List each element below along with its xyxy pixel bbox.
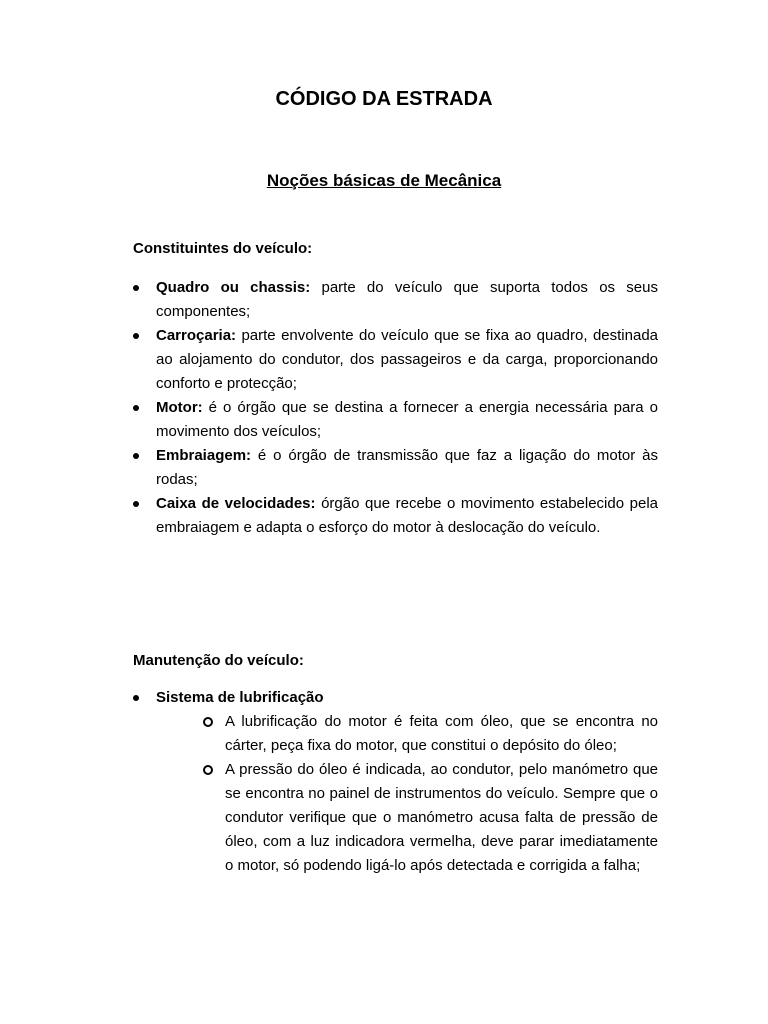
list-item-term: Caixa de velocidades: (156, 495, 316, 512)
vehicle-maintenance-list (133, 686, 658, 878)
list-item (133, 444, 658, 492)
sublist (156, 710, 658, 878)
list-item-text: órgão que recebe o movimento estabelecido pela embraiagem e adapta o esforço do motor à deslocação do veículo. (156, 495, 658, 536)
list-item-term: Embraiagem: (156, 447, 252, 464)
section-heading-vehicle-maintenance: Manutenção do veículo: (133, 652, 304, 669)
list-item-term: Carroçaria: (156, 327, 237, 344)
list-item (133, 324, 658, 396)
list-item (133, 276, 658, 324)
sublist-item: A pressão do óleo é indicada, ao condutor, pelo manómetro que se encontra no painel de instrumentos do veículo. Sempre que o condutor verifique que o manómetro acusa falta de pressão de óleo, com a luz indicadora vermelha, deve parar imediatamente o motor, só podendo ligá-lo após detectada e corrigida a falha; (203, 758, 658, 878)
list-item (133, 686, 658, 878)
list-item-text: é o órgão de transmissão que faz a ligação do motor às rodas; (156, 447, 658, 488)
list-item-text: parte do veículo que suporta todos os seus componentes; (156, 279, 658, 320)
list-item (133, 396, 658, 444)
document-subtitle: Noções básicas de Mecânica (266, 171, 502, 190)
document-title: CÓDIGO DA ESTRADA (275, 88, 493, 110)
vehicle-components-list (133, 276, 658, 540)
section-heading-vehicle-components: Constituintes do veículo: (133, 240, 313, 257)
sublist-item: A lubrificação do motor é feita com óleo, que se encontra no cárter, peça fixa do motor, que constitui o depósito do óleo; (203, 710, 658, 758)
list-item-term: Motor: (156, 399, 203, 416)
list-item (133, 492, 658, 540)
list-item-text: é o órgão que se destina a fornecer a energia necessária para o movimento dos veículos; (156, 399, 658, 440)
list-item-term: Sistema de lubrificação (156, 689, 324, 706)
list-item-text: parte envolvente do veículo que se fixa ao quadro, destinada ao alojamento do condutor, dos passageiros e da carga, proporcionando conforto e protecção; (156, 327, 658, 392)
list-item-term: Quadro ou chassis: (156, 279, 311, 296)
